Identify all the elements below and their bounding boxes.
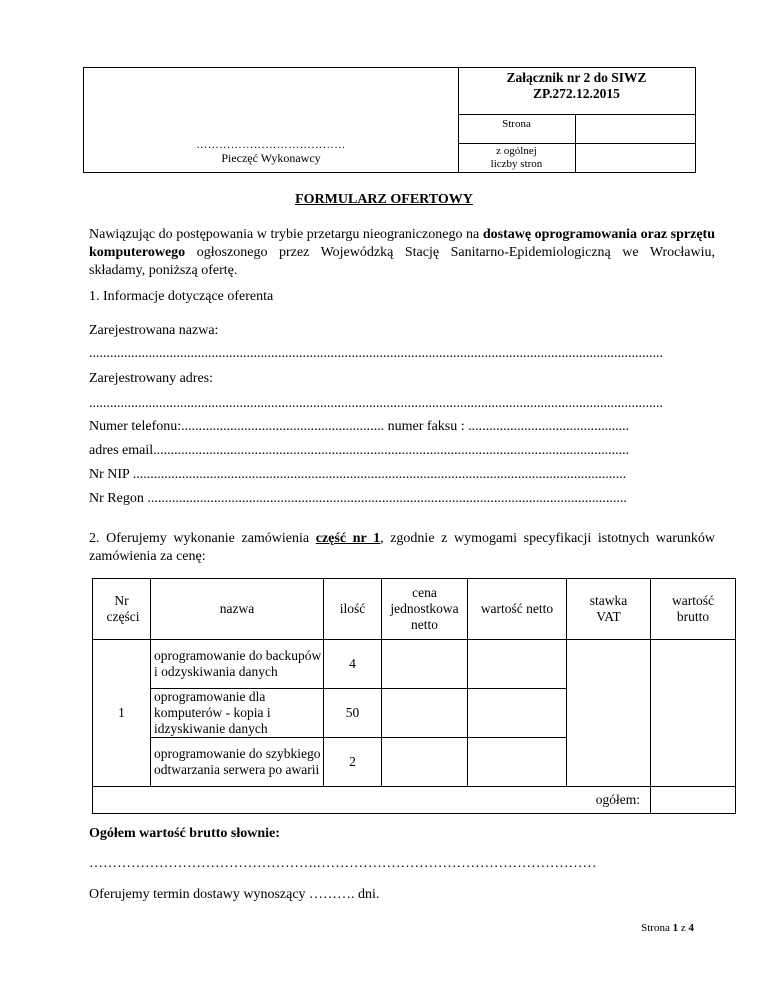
offer-paragraph xyxy=(89,530,715,566)
pricing-table xyxy=(92,578,736,814)
nip-field[interactable]: Nr NIP ............................................................................................................................................. xyxy=(89,467,627,482)
offer-part-number: część nr 1 xyxy=(315,531,381,546)
strona-label: Strona xyxy=(502,118,531,130)
registered-address-label: Zarejestrowany adres: xyxy=(89,371,213,386)
item-qty-cell: 2 xyxy=(324,738,382,787)
header-vat xyxy=(567,579,651,640)
net-value-cell[interactable] xyxy=(468,689,567,738)
registered-name-label: Zarejestrowana nazwa: xyxy=(89,323,219,338)
header-row-divider-2 xyxy=(458,143,695,144)
section-1-heading: 1. Informacje dotyczące oferenta xyxy=(89,289,274,304)
header-row-divider-1 xyxy=(458,114,695,115)
footer-page: 1 xyxy=(672,922,679,934)
item-name-cell: oprogramowanie dla komputerów - kopia i idzyskiwanie danych xyxy=(151,689,324,738)
phone-fax-field[interactable]: Numer telefonu:.......................................................... numer faksu : .............................................. xyxy=(89,419,630,434)
attachment-title xyxy=(458,70,695,102)
unit-price-cell[interactable] xyxy=(382,689,468,738)
total-value-cell[interactable] xyxy=(651,787,736,814)
total-label: ogółem: xyxy=(93,787,651,814)
item-qty-cell: 50 xyxy=(324,689,382,738)
item-qty-cell: 4 xyxy=(324,640,382,689)
attachment-line1: Załącznik nr 2 do SIWZ xyxy=(506,70,647,85)
page-footer xyxy=(641,922,694,934)
footer-total: 4 xyxy=(688,922,694,934)
header-brutto-text: wartość brutto xyxy=(672,593,714,624)
header-nazwa: nazwa xyxy=(151,579,324,640)
offer-part2: , zgodnie z wymogami specyfikacji istotnych warunków zamówienia za cenę: xyxy=(89,531,715,564)
gross-words-field[interactable]: ………………………………………….…………………………………………………… xyxy=(89,856,597,871)
header-netto: wartość netto xyxy=(468,579,567,640)
form-title: FORMULARZ OFERTOWY xyxy=(295,192,473,207)
intro-part1: Nawiązując do postępowania w trybie przetargu nieograniczonego na xyxy=(89,227,483,242)
delivery-term: Oferujemy termin dostawy wynoszący ………. dni. xyxy=(89,887,380,902)
gross-value-cell[interactable] xyxy=(651,640,736,787)
email-field[interactable]: adres email........................................................................................................................................ xyxy=(89,443,630,458)
footer-strona: Strona xyxy=(641,922,673,934)
intro-bold: dostawę oprogramowania oraz sprzętu komputerowego xyxy=(89,227,715,260)
part-number-cell: 1 xyxy=(93,640,151,787)
unit-price-cell[interactable] xyxy=(382,640,468,689)
regon-field[interactable]: Nr Regon ......................................................................................................................................... xyxy=(89,491,627,506)
net-value-cell[interactable] xyxy=(468,738,567,787)
registered-address-field[interactable]: .................................................................................................................................................................... xyxy=(89,396,663,411)
header-cena-text: cena jednostkowa netto xyxy=(390,585,459,632)
z-ogolnej-line2: liczby stron xyxy=(490,158,543,170)
header-cena xyxy=(382,579,468,640)
offer-part1: 2. Oferujemy wykonanie zamówienia xyxy=(89,531,316,546)
header-brutto xyxy=(651,579,736,640)
header-cell-divider xyxy=(575,114,576,172)
z-ogolnej-label xyxy=(458,145,575,171)
total-row xyxy=(93,787,736,814)
item-name-cell: oprogramowanie do szybkiego odtwarzania serwera po awarii xyxy=(151,738,324,787)
stamp-label: Pieczęć Wykonawcy xyxy=(221,151,321,165)
intro-paragraph xyxy=(89,226,715,280)
header-nr xyxy=(93,579,151,640)
header-nr-text: Nr części xyxy=(106,593,140,624)
vat-cell[interactable] xyxy=(567,640,651,787)
footer-z: z xyxy=(678,922,689,934)
unit-price-cell[interactable] xyxy=(382,738,468,787)
header-box xyxy=(83,67,696,173)
net-value-cell[interactable] xyxy=(468,640,567,689)
z-ogolnej-line1: z ogólnej xyxy=(496,145,537,157)
intro-part2: ogłoszonego przez Wojewódzką Stację Sanitarno-Epidemiologiczną we Wrocławiu, składamy, poniższą ofertę. xyxy=(89,245,715,278)
item-name-cell: oprogramowanie do backupów i odzyskiwania danych xyxy=(151,640,324,689)
gross-words-label: Ogółem wartość brutto słownie: xyxy=(89,826,280,841)
header-ilosc: ilość xyxy=(324,579,382,640)
stamp-dots: ………………………………… xyxy=(196,139,346,151)
table-row xyxy=(93,640,736,689)
attachment-line2: ZP.272.12.2015 xyxy=(533,86,620,101)
registered-name-field[interactable]: .................................................................................................................................................................... xyxy=(89,346,663,361)
header-vat-text: stawka VAT xyxy=(589,593,628,624)
table-header-row xyxy=(93,579,736,640)
